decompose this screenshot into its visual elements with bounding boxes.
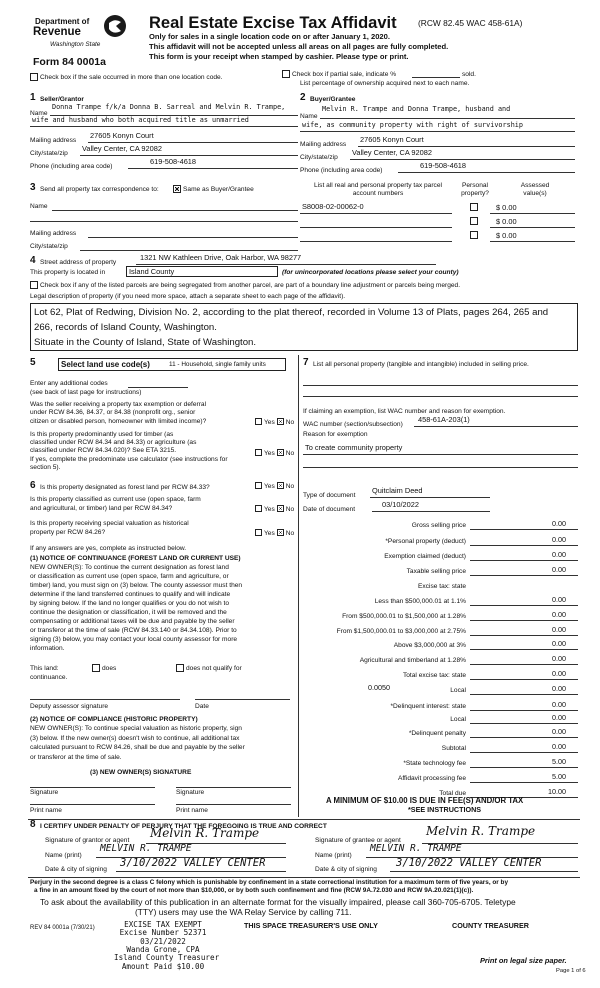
notice-line: calculated pursuant to RCW 84.26, shall be due and payable by the seller	[30, 744, 245, 752]
notice-line: or transferor at the time of sale (RCW 84.33.140 or 84.34.108). Prior to	[30, 627, 237, 634]
q61-no-checkbox[interactable]	[277, 482, 284, 489]
access-line1: To ask about the availability of this publication in an alternate format for the visually impaired, please call 360-705-6705. Teletype	[40, 897, 516, 907]
grantee-name-label: Name (print)	[315, 852, 352, 859]
notice-line: by signing below. If the land no longer qualifies or you do not wish to	[30, 600, 230, 607]
calc-row-value[interactable]: 0.00	[552, 535, 566, 544]
q51-yes-label: Yes	[264, 419, 275, 426]
calc-row-label: Subtotal	[441, 745, 466, 752]
local-rate: 0.0050	[368, 683, 390, 692]
grantee-sig-label: Signature of grantee or agent	[315, 837, 401, 844]
new-owner-sig-line-1[interactable]	[30, 787, 155, 788]
does-not-checkbox[interactable]	[176, 664, 184, 672]
header-sub1: Only for sales in a single location code on or after January 1, 2020.	[149, 32, 390, 41]
parcel-value-3[interactable]: $ 0.00	[496, 231, 517, 240]
street-value[interactable]: 1321 NW Kathleen Drive, Oak Harbor, WA 98277	[140, 253, 302, 262]
parcel-personal-checkbox-1[interactable]	[470, 203, 478, 211]
q51-no-label: No	[285, 419, 295, 426]
header-sub2: This affidavit will not be accepted unless all areas on all pages are fully completed.	[149, 42, 449, 51]
deputy-date-line[interactable]	[195, 699, 290, 700]
doc-date-label: Date of document	[303, 506, 356, 513]
seller-city-label: City/state/zip	[30, 150, 68, 157]
if-yes-note: If any answers are yes, complete as instructed below.	[30, 545, 187, 552]
parcels-header-list: List all real and personal property tax parcel account numbers	[314, 182, 442, 197]
seller-phone-label: Phone (including area code)	[30, 163, 113, 170]
reason-label: Reason for exemption	[303, 431, 368, 438]
notice-line: timber) land, you must sign on (3) below. The county assessor must then	[30, 582, 243, 589]
q52-a: Is this property predominantly used for timber (as	[30, 431, 174, 438]
section1-number: 1	[30, 92, 36, 103]
page-number: Page 1 of 6	[556, 968, 586, 974]
calc-row-value[interactable]: 0.00	[552, 742, 566, 751]
grantor-name[interactable]: MELVIN R. TRAMPE	[100, 843, 192, 854]
grantor-date[interactable]: 3/10/2022 VALLEY CENTER	[120, 857, 266, 869]
q61-yes-checkbox[interactable]	[255, 482, 262, 489]
calc-row-label: Total excise tax: state	[402, 672, 466, 679]
calc-row-value[interactable]: 0.00	[552, 654, 566, 663]
perjury-line1: Perjury in the second degree is a class C felony which is punishable by confinement in a state correctional institution for a maximum term of five years, or by	[30, 879, 509, 886]
calc-row-label: Local	[450, 716, 466, 723]
does-not-label: does not qualify for	[186, 665, 242, 672]
seller-phone-value[interactable]: 619-508-4618	[150, 157, 197, 166]
grantor-name-label: Name (print)	[45, 852, 82, 859]
dept-line1: Department of	[35, 17, 90, 26]
calc-row-value[interactable]: 0.00	[552, 519, 566, 528]
stamp-line: Amount Paid $10.00	[121, 961, 205, 971]
calc-row-label: Agricultural and timberland at 1.28%	[359, 657, 466, 664]
section5-number: 5	[30, 357, 36, 368]
same-as-buyer-checkbox[interactable]	[173, 185, 181, 193]
treasurer-stamp	[114, 920, 220, 971]
notice-line: (3) below. If the new owner(s) doesn't wish to continue, all additional tax	[30, 734, 240, 742]
q62-yes-checkbox[interactable]	[255, 505, 262, 512]
seller-city-value[interactable]: Valley Center, CA 92082	[82, 144, 162, 153]
calc-row-label: *State technology fee	[403, 760, 466, 767]
q63-a: Is this property receiving special valuation as historical	[30, 520, 189, 527]
q52-yes-checkbox[interactable]	[255, 449, 262, 456]
access-line2: (TTY) users may use the WA Relay Service by calling 711.	[135, 907, 352, 917]
new-owner-print-line-1[interactable]	[30, 804, 155, 805]
does-checkbox[interactable]	[92, 664, 100, 672]
stamp-line: Excise Number 52371	[119, 928, 207, 938]
new-owner-sig-label-1: Signature	[30, 789, 59, 796]
q52-c: classified under RCW 84.34.020)? See ETA 3215.	[30, 447, 177, 454]
stamp-line: EXCISE TAX EXEMPT	[124, 920, 202, 929]
q62-options	[255, 505, 294, 514]
parcel-personal-checkbox-3[interactable]	[470, 231, 478, 239]
segregated-checkbox[interactable]	[30, 281, 38, 289]
new-owner-sig-label-2: Signature	[176, 789, 205, 796]
notice-line: compensating or additional taxes will be due and payable by the seller	[30, 618, 235, 625]
same-as-buyer-label: Same as Buyer/Grantee	[183, 186, 254, 193]
calc-row-label: Taxable selling price	[406, 568, 466, 575]
calc-row-label: Less than $500,000.01 at 1.1%	[374, 598, 466, 605]
calc-row-value[interactable]: 10.00	[548, 787, 566, 796]
additional-codes-note: (see back of last page for instructions)	[30, 389, 142, 396]
calc-row-value[interactable]: 0.00	[552, 595, 566, 604]
land-use-select-label: Select land use code(s)	[61, 360, 150, 369]
located-label: This property is located in	[30, 269, 106, 276]
q51-no-checkbox[interactable]	[277, 418, 284, 425]
doc-date-value[interactable]: 03/10/2022	[382, 500, 419, 509]
segregated-label: Check box if any of the listed parcels are being segregated from another parcel, are part of a boundary line adjustment or parcels being merged.	[40, 282, 461, 289]
grantor-sig-label: Signature of grantor or agent	[45, 837, 130, 844]
new-owner-print-line-2[interactable]	[176, 804, 291, 805]
notice-line: determine if the land transferred continues to qualify and will indicate	[30, 591, 231, 598]
partial-sale-checkbox[interactable]	[282, 70, 290, 78]
land-use-select[interactable]	[58, 358, 286, 371]
q63-b: property per RCW 84.26?	[30, 529, 106, 536]
form-number: Form 84 0001a	[33, 56, 106, 68]
q51-options	[255, 418, 294, 427]
parcel-value-1[interactable]: $ 0.00	[496, 203, 517, 212]
doc-type-label: Type of document	[303, 492, 356, 499]
q62-b: and agricultural, or timber) land per RCW 84.34?	[30, 505, 173, 512]
calc-row-label: *Delinquent penalty	[408, 730, 466, 737]
q51-b: under RCW 84.36, 84.37, or 84.38 (nonprofit org., senior	[30, 409, 196, 416]
exemption-label: If claiming an exemption, list WAC number and reason for exemption.	[303, 408, 506, 415]
q63-yes-label: Yes	[264, 530, 275, 537]
deputy-date-label: Date	[195, 703, 209, 710]
grantee-signature[interactable]: Melvin R. Trampe	[426, 824, 536, 838]
parcel-account-1[interactable]: S8008-02-00062-0	[302, 202, 364, 211]
parcels-header-personal: Personal property?	[461, 182, 489, 197]
q61-no-label: No	[285, 483, 295, 490]
legal-description-box[interactable]	[30, 303, 578, 351]
legal-line3: Situate in the County of Island, State of Washington.	[34, 337, 257, 348]
buyer-phone-label: Phone (including area code)	[300, 167, 383, 174]
land-use-value: 11 - Household, single family units	[169, 361, 266, 368]
calc-row-label: Excise tax: state	[417, 583, 466, 590]
section3-mailing-label: Mailing address	[30, 230, 77, 237]
calc-row-label: Above $3,000,000 at 3%	[393, 642, 466, 649]
calc-row-label: Total due	[439, 790, 466, 797]
section4-number: 4	[30, 255, 36, 266]
calc-row-value[interactable]: 0.00	[552, 639, 566, 648]
section6-number: 6	[30, 480, 36, 491]
reason-value[interactable]: To create community property	[305, 443, 403, 452]
partial-sale-sold: sold.	[462, 71, 476, 78]
section7-number: 7	[303, 357, 309, 368]
calc-row-label: *Delinquent interest: state	[390, 703, 466, 710]
calc-row-value[interactable]: 0.00	[552, 625, 566, 634]
section2-number: 2	[300, 92, 306, 103]
q62-yes-label: Yes	[264, 506, 275, 513]
q62-no-label: No	[285, 506, 295, 513]
q52-yes-label: Yes	[264, 450, 275, 457]
partial-sale-label: Check box if partial sale, indicate %	[292, 71, 397, 78]
legal-paper-note: Print on legal size paper.	[480, 956, 567, 965]
q63-yes-checkbox[interactable]	[255, 529, 262, 536]
legal-line1: Lot 62, Plat of Redwing, Division No. 2, according to the plat thereof, recorded in Volume 13 of Plats, pages 264, 265 and	[34, 307, 549, 318]
deputy-sig-label: Deputy assessor signature	[30, 703, 109, 710]
notice1-title: (1) NOTICE OF CONTINUANCE (FOREST LAND OR CURRENT USE)	[30, 555, 241, 562]
grantee-name[interactable]: MELVIN R. TRAMPE	[370, 843, 462, 854]
grantee-date-label: Date & city of signing	[315, 866, 377, 873]
notice3-title: (3) NEW OWNER(S) SIGNATURE	[90, 769, 192, 776]
buyer-name-line2[interactable]: wife, as community property with right of survivorship	[302, 121, 523, 129]
form-statute: (RCW 82.45 WAC 458-61A)	[418, 18, 523, 28]
new-owner-print-label-1: Print name	[30, 807, 62, 814]
county-treasurer: COUNTY TREASURER	[452, 921, 529, 930]
buyer-name-label: Name	[300, 113, 318, 120]
notice-line: or transferor at the time of sale.	[30, 753, 122, 761]
new-owner-print-label-2: Print name	[176, 807, 208, 814]
grantor-signature[interactable]: Melvin R. Trampe	[150, 826, 260, 840]
additional-codes-label: Enter any additional codes	[30, 380, 108, 387]
buyer-city-label: City/state/zip	[300, 154, 338, 161]
calc-row-value[interactable]: 0.00	[552, 684, 566, 693]
dept-line3: Washington State	[50, 41, 101, 48]
q52-d: If yes, complete the predominate use calculator (see instructions for	[30, 456, 228, 463]
q63-no-checkbox[interactable]	[277, 529, 284, 536]
multi-location-checkbox[interactable]	[30, 73, 38, 81]
section3-number: 3	[30, 182, 36, 193]
parcels-header-assessed: Assessed value(s)	[520, 182, 550, 197]
located-note: (for unincorporated locations please select your county)	[282, 269, 459, 276]
deputy-sig-line[interactable]	[30, 699, 180, 700]
section8-heading: I CERTIFY UNDER PENALTY OF PERJURY THAT THE FOREGOING IS TRUE AND CORRECT	[40, 823, 327, 830]
perjury-line2: a fine in an amount fixed by the court of not more than $10,000, or by both such confinement and fine (RCW 9A.72.030 and RCW 9A.20.021(1)(c)).	[34, 887, 474, 894]
parcel-account-2[interactable]	[300, 227, 452, 228]
calc-row-value[interactable]: 0.00	[552, 669, 566, 678]
street-label: Street address of property	[40, 259, 117, 266]
q52-no-checkbox[interactable]	[277, 449, 284, 456]
grantor-date-label: Date & city of signing	[45, 866, 107, 873]
grantee-date[interactable]: 3/10/2022 VALLEY CENTER	[396, 857, 542, 869]
section3-city-label: City/state/zip	[30, 243, 68, 250]
q61: Is this property designated as forest land per RCW 84.33?	[40, 484, 210, 491]
stamp-line: Island County Treasurer	[114, 953, 220, 963]
calc-row-label: Exemption claimed (deduct)	[384, 553, 466, 560]
multi-location-label: Check box if the sale occurred in more than one location code.	[40, 74, 223, 81]
notice-line: information.	[30, 645, 65, 652]
calc-row-value[interactable]: 0.00	[552, 565, 566, 574]
seller-name-line1[interactable]: Donna Trampe f/k/a Donna B. Sarreal and Melvin R. Trampe,	[52, 103, 286, 111]
legal-line2: 266, records of Island County, Washington.	[34, 322, 217, 333]
rev-number: REV 84 0001a (7/30/21)	[30, 925, 95, 931]
legal-desc-label: Legal description of property (if you need more space, attach a separate sheet to each page of the affidavit).	[30, 293, 346, 300]
this-land-label: This land:	[30, 665, 59, 672]
q51-c: citizen or disabled person, homeowner with limited income)?	[30, 418, 207, 425]
seller-name-line2[interactable]: wife and husband who both acquired title as unmarried	[32, 116, 249, 124]
q62-no-checkbox[interactable]	[277, 505, 284, 512]
parcel-personal-checkbox-2[interactable]	[470, 217, 478, 225]
does-label: does	[102, 665, 117, 672]
buyer-mailing-label: Mailing address	[300, 141, 347, 148]
calc-row-value[interactable]: 5.00	[552, 772, 566, 781]
parcel-value-2[interactable]: $ 0.00	[496, 217, 517, 226]
new-owner-sig-line-2[interactable]	[176, 787, 291, 788]
calc-row-value[interactable]: 0.00	[552, 700, 566, 709]
calc-row-value[interactable]: 0.00	[552, 727, 566, 736]
stamp-line: 03/21/2022	[140, 936, 186, 946]
county-select[interactable]	[126, 266, 278, 277]
q62-a: Is this property classified as current use (open space, farm	[30, 496, 201, 503]
notice-line: continue the designation or classification, it will be removed and the	[30, 609, 227, 616]
seller-name-label: Name	[30, 110, 48, 117]
wac-value[interactable]: 458-61A-203(1)	[418, 415, 470, 424]
calc-row-value[interactable]: 0.00	[552, 610, 566, 619]
buyer-name-line1[interactable]: Melvin R. Trampe and Donna Trampe, husband and	[322, 105, 511, 113]
county-select-value: Island County	[129, 267, 175, 276]
q52-e: section 5).	[30, 464, 61, 471]
calc-row-label: From $500,000.01 to $1,500,000 at 1.28%	[342, 613, 466, 620]
calc-row-label: *Personal property (deduct)	[385, 538, 466, 545]
notice-line: signing (3) below, you may contact your local county assessor for more	[30, 636, 238, 643]
partial-sale-percent-line[interactable]	[412, 77, 460, 78]
buyer-city-value[interactable]: Valley Center, CA 92082	[352, 148, 432, 157]
section8-number: 8	[30, 819, 36, 830]
q52-options	[255, 449, 294, 458]
q51-yes-checkbox[interactable]	[255, 418, 262, 425]
q63-options	[255, 529, 294, 538]
calc-row-value[interactable]: 5.00	[552, 757, 566, 766]
calc-row-value[interactable]: 0.00	[552, 550, 566, 559]
form-title: Real Estate Excise Tax Affidavit	[149, 14, 397, 32]
seller-mailing-value[interactable]: 27605 Konyn Court	[90, 131, 154, 140]
section3-name-label: Name	[30, 203, 48, 210]
revenue-logo-icon	[103, 14, 127, 38]
see-instructions: *SEE INSTRUCTIONS	[408, 805, 482, 814]
q63-no-label: No	[285, 530, 295, 537]
buyer-heading: Buyer/Grantee	[310, 96, 356, 103]
section3-heading: Send all property tax correspondence to:	[40, 186, 159, 193]
dept-line2: Revenue	[33, 26, 81, 38]
stamp-line: Wanda Grone, CPA	[126, 945, 200, 955]
header-sub3: This form is your receipt when stamped by cashier. Please type or print.	[149, 52, 409, 61]
partial-sale-note: List percentage of ownership acquired next to each name.	[300, 80, 470, 87]
wac-label: WAC number (section/subsection)	[303, 421, 403, 428]
notice2-title: (2) NOTICE OF COMPLIANCE (HISTORIC PROPERTY)	[30, 716, 198, 723]
notice-line: or classification as current use (open space, farm and agriculture, or	[30, 573, 229, 580]
parcel-account-3[interactable]	[300, 241, 452, 242]
calc-row-label: Affidavit processing fee	[397, 775, 466, 782]
calc-row-label: From $1,500,000.01 to $3,000,000 at 2.75%	[336, 628, 466, 635]
seller-mailing-label: Mailing address	[30, 137, 77, 144]
buyer-mailing-value[interactable]: 27605 Konyn Court	[360, 135, 424, 144]
seller-heading: Seller/Grantor	[40, 96, 84, 103]
calc-row-label: Local	[450, 687, 466, 694]
section7-heading: List all personal property (tangible and intangible) included in selling price.	[313, 361, 529, 368]
notice-line: NEW OWNER(S): To continue the current designation as forest land	[30, 564, 229, 571]
q51-a: Was the seller receiving a property tax exemption or deferral	[30, 401, 207, 408]
q61-yes-label: Yes	[264, 483, 275, 490]
notice-line: NEW OWNER(S): To continue special valuation as historic property, sign	[30, 725, 242, 732]
q52-no-label: No	[285, 450, 295, 457]
calc-row-value[interactable]: 0.00	[552, 713, 566, 722]
doc-type-value[interactable]: Quitclaim Deed	[372, 486, 423, 495]
continuance-label: continuance.	[30, 674, 68, 681]
minimum-note: A MINIMUM OF $10.00 IS DUE IN FEE(S) AND/OR TAX	[326, 796, 524, 805]
treasurer-use-only: THIS SPACE TREASURER'S USE ONLY	[244, 921, 378, 930]
q52-b: classified under RCW 84.34 and 84.33) or agriculture (as	[30, 439, 197, 446]
buyer-phone-value[interactable]: 619-508-4618	[420, 161, 467, 170]
calc-row-label: Gross selling price	[411, 522, 466, 529]
q61-options	[255, 482, 294, 491]
